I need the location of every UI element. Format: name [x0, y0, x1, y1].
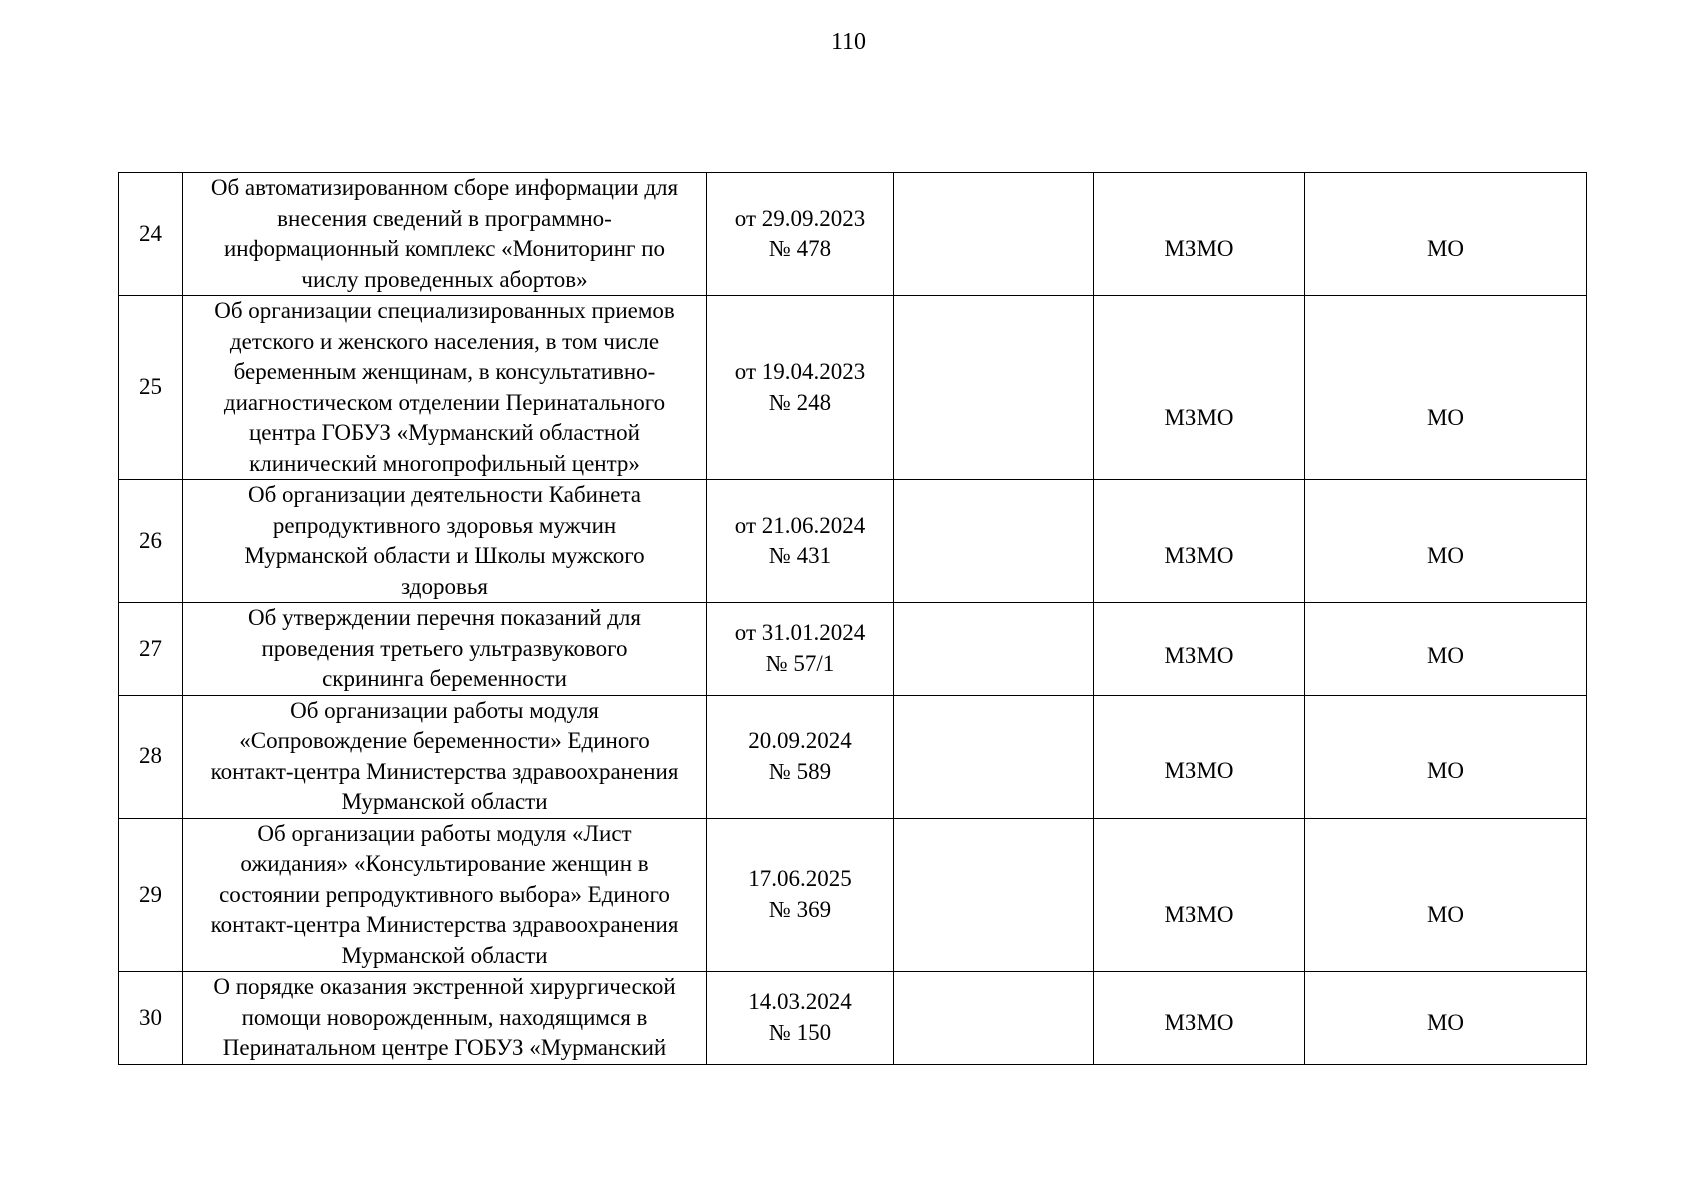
executor: МЗМО [1164, 542, 1234, 568]
table-row [119, 603, 1587, 696]
document-title: Об организации работы модуля «Сопровождение беременности» Единого контакт-центра Министерства здравоохранения Мурманской области [183, 695, 707, 818]
executor-cell [1094, 296, 1305, 480]
executor-cell [1094, 818, 1305, 972]
document-title: О порядке оказания экстренной хирургической помощи новорожденным, находящимся в Перинатальном центре ГОБУЗ «Мурманский [183, 972, 707, 1065]
table-row [119, 818, 1587, 972]
scope-cell [1305, 818, 1587, 972]
document-date-number: от 19.04.2023 № 248 [707, 296, 894, 480]
scope: МО [1426, 758, 1465, 784]
table-row [119, 695, 1587, 818]
document-title: Об организации работы модуля «Лист ожидания» «Консультирование женщин в состоянии репродуктивного выбора» Единого контакт-центра Министерства здравоохранения Мурманской области [183, 818, 707, 972]
scope: МО [1426, 1010, 1465, 1035]
scope-cell [1305, 296, 1587, 480]
empty-cell [894, 972, 1094, 1065]
row-number: 28 [119, 695, 183, 818]
executor-cell [1094, 695, 1305, 818]
row-number: 27 [119, 603, 183, 696]
document-date-number: 17.06.2025 № 369 [707, 818, 894, 972]
executor: МЗМО [1164, 901, 1234, 927]
scope: МО [1426, 542, 1465, 568]
executor-cell [1094, 603, 1305, 696]
empty-cell [894, 296, 1094, 480]
document-date-number: от 31.01.2024 № 57/1 [707, 603, 894, 696]
row-number: 30 [119, 972, 183, 1065]
executor-cell [1094, 972, 1305, 1065]
scope: МО [1426, 643, 1465, 668]
executor: МЗМО [1164, 1010, 1234, 1035]
executor-cell [1094, 173, 1305, 296]
scope-cell [1305, 603, 1587, 696]
scope-cell [1305, 972, 1587, 1065]
empty-cell [894, 695, 1094, 818]
executor: МЗМО [1164, 643, 1234, 668]
executor-cell [1094, 480, 1305, 603]
scope: МО [1426, 235, 1465, 261]
scope: МО [1426, 404, 1465, 430]
empty-cell [894, 818, 1094, 972]
row-number: 26 [119, 480, 183, 603]
empty-cell [894, 480, 1094, 603]
executor: МЗМО [1164, 404, 1234, 430]
document-title: Об утверждении перечня показаний для проведения третьего ультразвукового скрининга беременности [183, 603, 707, 696]
scope-cell [1305, 480, 1587, 603]
executor: МЗМО [1164, 758, 1234, 784]
scope-cell [1305, 695, 1587, 818]
scope-cell [1305, 173, 1587, 296]
empty-cell [894, 603, 1094, 696]
document-date-number: от 29.09.2023 № 478 [707, 173, 894, 296]
row-number: 29 [119, 818, 183, 972]
document-title: Об организации деятельности Кабинета репродуктивного здоровья мужчин Мурманской области и Школы мужского здоровья [183, 480, 707, 603]
row-number: 25 [119, 296, 183, 480]
table-row [119, 296, 1587, 480]
document-title: Об автоматизированном сборе информации для внесения сведений в программно- информационный комплекс «Мониторинг по числу проведенных абортов» [183, 173, 707, 296]
document-date-number: 20.09.2024 № 589 [707, 695, 894, 818]
document-date-number: 14.03.2024 № 150 [707, 972, 894, 1065]
document-date-number: от 21.06.2024 № 431 [707, 480, 894, 603]
documents-table [118, 172, 1587, 1065]
empty-cell [894, 173, 1094, 296]
table-row [119, 480, 1587, 603]
page-number: 110 [830, 29, 867, 55]
table-row [119, 173, 1587, 296]
table-row [119, 972, 1587, 1065]
executor: МЗМО [1164, 235, 1234, 261]
row-number: 24 [119, 173, 183, 296]
document-title: Об организации специализированных приемов детского и женского населения, в том числе беременным женщинам, в консультативно- диагностическом отделении Перинатального центра ГОБУЗ «Мурманский областной клинический многопрофильный центр» [183, 296, 707, 480]
scope: МО [1426, 901, 1465, 927]
